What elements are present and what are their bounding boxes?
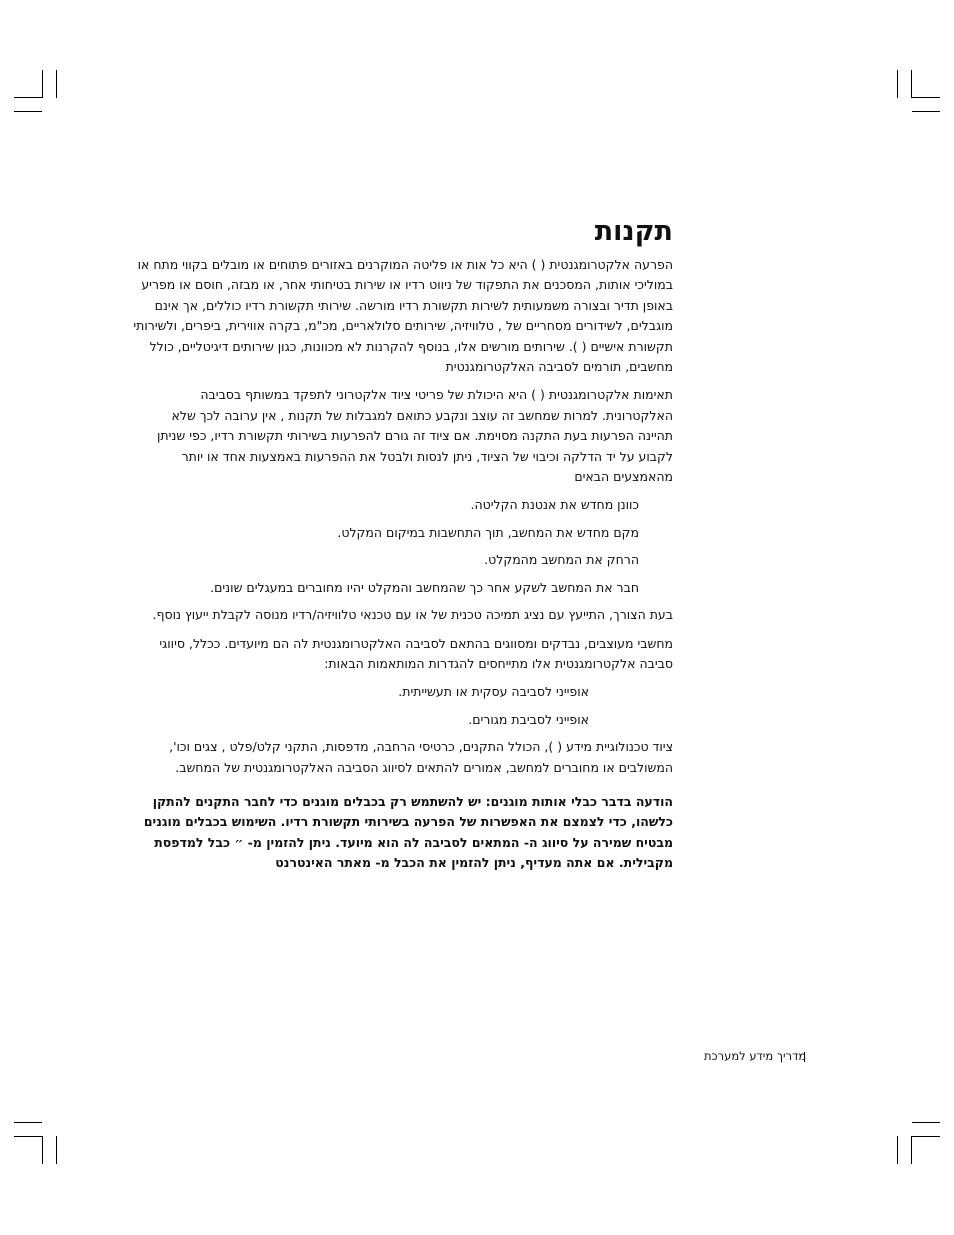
emi-paragraph: הפרעה אלקטרומגנטית ( ) היא כל אות או פליטה המוקרנים באזורים פתוחים או מובלים בקווי מתח או במוליכי אותות, המסכנים את התפקוד של ניווט רדיו או שירות בטיחותי אחר, או מבזה, חוסם או מפריע באופן תדיר ובצורה משמעותית לשירות תקשורת רדיו מורשה. שירותי תקשורת רדיו כוללים, אך אינם מוגבלים, לשידורים מסחריים של , טלוויזיה, שירותים סלולאריים, מכ"מ, בקרה אווירית, ביפרים, ולשירותי תקשורת אישיים ( ). שירותים מורשים אלו, בנוסף להקרנות לא מכוונות, כגון שירותים דיגיטליים, כולל מחשבים, תורמים לסביבה האלקטרומגנטית xyxy=(133,257,673,375)
emc-paragraph: תאימות אלקטרומגנטית ( ) היא היכולת של פריטי ציוד אלקטרוני לתפקד במשותף בסביבה האלקטרונית. למרות שמחשב זה עוצב ונקבע כתואם למגבלות של תקנות , אין ערובה לכך שלא תהיינה הפרעות בעת התקנה מסוימת. אם ציוד זה גורם להפרעות בשירותי תקשורת רדיו, כפי שניתן לקבוע על יד הדלקה וכיבוי של הציוד, ניתן לנסות ולבטל את ההפרעות באמצעות אחד או יותר מהאמצעים הבאים xyxy=(157,387,673,485)
measure-item: כוונן מחדש את אנטנת הקליטה. xyxy=(470,497,639,513)
crop-mark xyxy=(912,1136,940,1137)
measure-item: חבר את המחשב לשקע אחר כך שהמחשב והמקלט יהיו מחוברים במעגלים שונים. xyxy=(210,579,639,595)
environment-item: אופייני לסביבת מגורים. xyxy=(468,711,589,727)
crop-mark xyxy=(14,97,42,98)
footer-text: מדריך מידע למערכת xyxy=(704,1049,807,1063)
crop-mark xyxy=(912,1122,940,1123)
crop-mark xyxy=(911,1136,912,1164)
crop-mark xyxy=(912,111,940,112)
crop-mark xyxy=(14,111,42,112)
computers-paragraph: מחשבי מעוצבים, נבדקים ומסווגים בהתאם לסביבה האלקטרומגנטית לה הם מיועדים. ככלל, סיווגי סביבה אלקטרומגנטית אלו מתייחסים להגדרות המותאמות הבאות: xyxy=(159,635,673,671)
page-title: תקנות xyxy=(594,216,673,247)
environment-item: אופייני לסביבה עסקית או תעשייתית. xyxy=(398,684,589,700)
crop-mark xyxy=(911,70,912,98)
support-paragraph: בעת הצורך, התייעץ עם נציג תמיכה טכנית של או עם טכנאי טלוויזיה/רדיו מנוסה לקבלת ייעוץ נוסף. xyxy=(152,607,673,623)
crop-mark xyxy=(56,1136,57,1164)
document-body xyxy=(133,255,673,882)
it-equipment-paragraph: ציוד טכנולוגיית מידע ( ), הכולל התקנים, כרטיסי הרחבה, מדפסות, התקני קלט/פלט , צגים וכו', המשולבים או מחוברים למחשב, אמורים להתאים לסיווג הסביבה האלקטרומגנטית של המחשב. xyxy=(169,739,673,775)
measure-item: הרחק את המחשב מהמקלט. xyxy=(484,552,639,568)
crop-mark xyxy=(14,1136,42,1137)
crop-mark xyxy=(56,70,57,98)
measure-item: מקם מחדש את המחשב, תוך התחשבות במיקום המקלט. xyxy=(337,524,639,540)
crop-mark xyxy=(42,70,43,98)
crop-mark xyxy=(912,97,940,98)
cable-notice: הודעה בדבר כבלי אותות מוגנים: יש להשתמש רק בכבלים מוגנים כדי לחבר התקנים להתקן כלשהו, כדי לצמצם את האפשרות של הפרעה בשירותי תקשורת רדיו. השימוש בכבלים מוגנים מבטיח שמירה על סיווג ה- המתאים לסביבה לה הוא מיועד. ניתן להזמין מ- ״ כבל למדפסת מקבילית. אם אתה מעדיף, ניתן להזמין את הכבל מ- מאתר האינטרנט xyxy=(143,793,673,871)
crop-mark xyxy=(14,1122,42,1123)
crop-mark xyxy=(897,1136,898,1164)
crop-mark xyxy=(42,1136,43,1164)
crop-mark xyxy=(897,70,898,98)
